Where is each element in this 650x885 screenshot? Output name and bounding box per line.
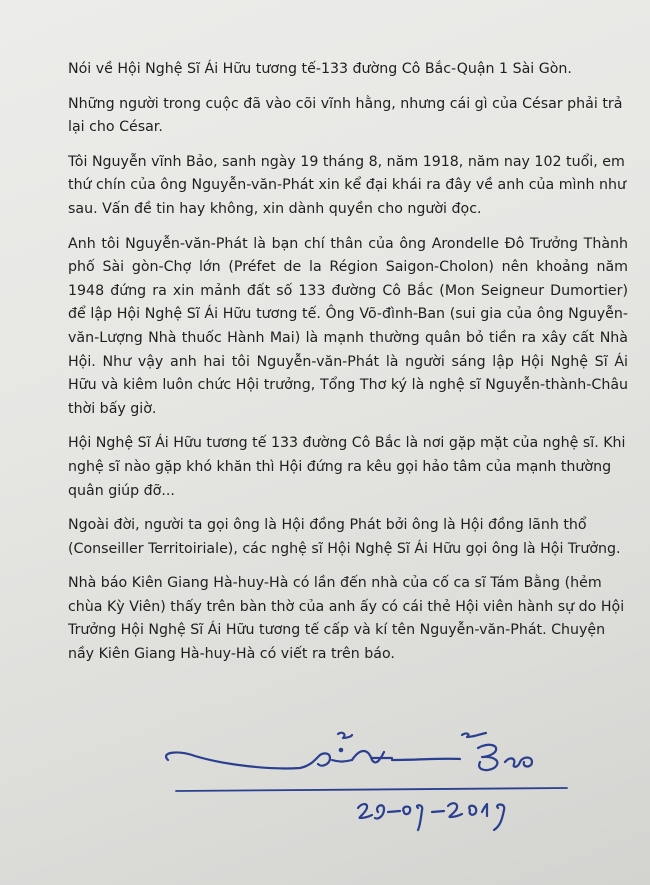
paragraph-author-intro: Tôi Nguyễn vĩnh Bảo, sanh ngày 19 tháng 8, năm 1918, năm nay 102 tuổi, em thứ chín của ông Nguyễn-văn-Phát xin kể đại khái ra đây về anh của mình như sau. Vấn đề tin hay không, xin dành quyền cho người đọc. xyxy=(68,153,626,217)
paragraph-meeting-place: Hội Nghệ Sĩ Ái Hữu tương tế 133 đường Cô Bắc là nơi gặp mặt của nghệ sĩ. Khi nghệ sĩ nào gặp khó khăn thì Hội đứng ra kêu gọi hảo tâm của mạnh thường quân giúp đỡ... xyxy=(68,435,626,499)
paragraph-council: Ngoài đời, người ta gọi ông là Hội đồng Phát bởi ông là Hội đồng lãnh thổ (Conseiller Territoiriale), các nghệ sĩ Hội Nghệ Sĩ Ái Hữu gọi ông là Hội Trưởng. xyxy=(68,517,621,557)
heading-line: Nói về Hội Nghệ Sĩ Ái Hữu tương tế-133 đường Cô Bắc-Quận 1 Sài Gòn. xyxy=(68,61,572,77)
paragraph-cesar: Những người trong cuộc đã vào cõi vĩnh hằng, nhưng cái gì của César phải trả lại cho César. xyxy=(68,95,623,136)
paragraph-founding: Anh tôi Nguyễn-văn-Phát là bạn chí thân của ông Arondelle Đô Trưởng Thành phố Sài gòn-Chợ lớn (Préfet de la Région Saigon-Cholon) nên khoảng năm 1948 đứng ra xin mảnh đất số 133 đường Cô Bắc (Mon Seigneur Dumortier) để lập Hội Nghệ Sĩ Ái Hữu tương tế. Ông Võ-đình-Ban (sui gia của ông Nguyễn-văn-Lượng Nhà thuốc Hành Mai) là mạnh thường quân bỏ tiền ra xây cất Nhà Hội. Như vậy anh hai tôi Nguyễn-văn-Phát là người sáng lập Hội Nghệ Sĩ Ái Hữu và kiêm luôn chức Hội trưởng, Tổng Thơ ký là nghệ sĩ Nguyễn-thành-Châu thời bấy giờ. xyxy=(68,235,628,417)
paragraph-journalist: Nhà báo Kiên Giang Hà-huy-Hà có lần đến nhà của cố ca sĩ Tám Bằng (hẻm chùa Kỳ Viên) thấy trên bàn thờ của anh ấy có cái thẻ Hội viên hành sự do Hội Trưởng Hội Nghệ Sĩ Ái Hữu tương tế cấp và kí tên Nguyễn-văn-Phát. Chuyện nầy Kiên Giang Hà-huy-Hà có viết ra trên báo. xyxy=(68,575,625,663)
document-page xyxy=(68,58,628,678)
